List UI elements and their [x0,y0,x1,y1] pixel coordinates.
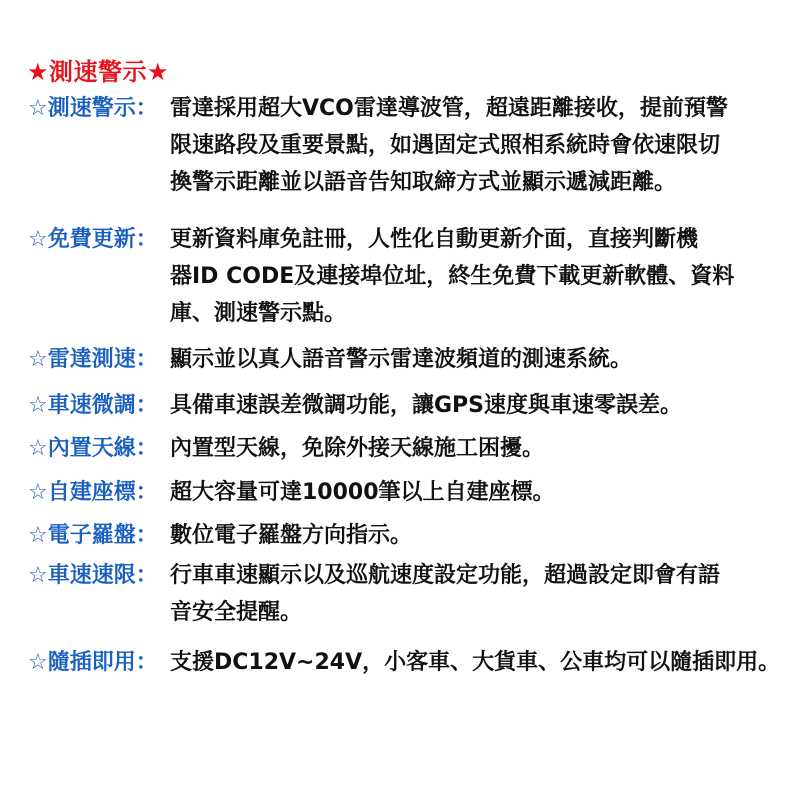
description-line: 行車車速顯示以及巡航速度設定功能，超過設定即會有語 [170,563,721,588]
description-line: 限速路段及重要景點，如遇固定式照相系統時會依速限切 [170,133,721,158]
feature-description [170,474,790,511]
description-line: 顯示並以真人語音警示雷達波頻道的測速系統。 [170,347,633,372]
description-line: 音安全提醒。 [170,600,303,625]
feature-description [170,221,790,332]
feature-description [170,387,790,424]
description-line: 器ID CODE及連接埠位址，終生免費下載更新軟體、資料 [170,264,735,289]
description-line: 換警示距離並以語音告知取締方式並顯示遞減距離。 [170,170,677,195]
description-line: 具備車速誤差微調功能，讓GPS速度與車速零誤差。 [170,393,683,418]
feature-label: ☆免費更新： [28,227,158,252]
feature-label: ☆電子羅盤： [28,523,158,548]
feature-label: ☆自建座標： [28,480,158,505]
description-line: 超大容量可達10000筆以上自建座標。 [170,480,555,505]
description-line: 雷達採用超大VCO雷達導波管，超遠距離接收，提前預警 [170,96,728,121]
feature-label: ☆車速微調： [28,393,158,418]
feature-label: ☆雷達測速： [28,347,158,372]
feature-label: ☆內置天線： [28,436,158,461]
feature-description [170,644,790,681]
feature-description [170,430,790,467]
feature-description [170,90,790,201]
description-line: 更新資料庫免註冊，人性化自動更新介面，直接判斷機 [170,227,699,252]
description-line: 內置型天線，免除外接天線施工困擾。 [170,436,545,461]
feature-description [170,557,790,631]
feature-description [170,517,790,554]
description-line: 數位電子羅盤方向指示。 [170,523,413,548]
feature-label: ☆測速警示： [28,96,158,121]
section-title: ★測速警示★ [27,58,170,86]
feature-description [170,341,790,378]
description-line: 庫、測速警示點。 [170,301,347,326]
feature-label: ☆車速速限： [28,563,158,588]
feature-label: ☆隨插即用： [28,650,158,675]
description-line: 支援DC12V~24V，小客車、大貨車、公車均可以隨插即用。 [170,650,781,675]
